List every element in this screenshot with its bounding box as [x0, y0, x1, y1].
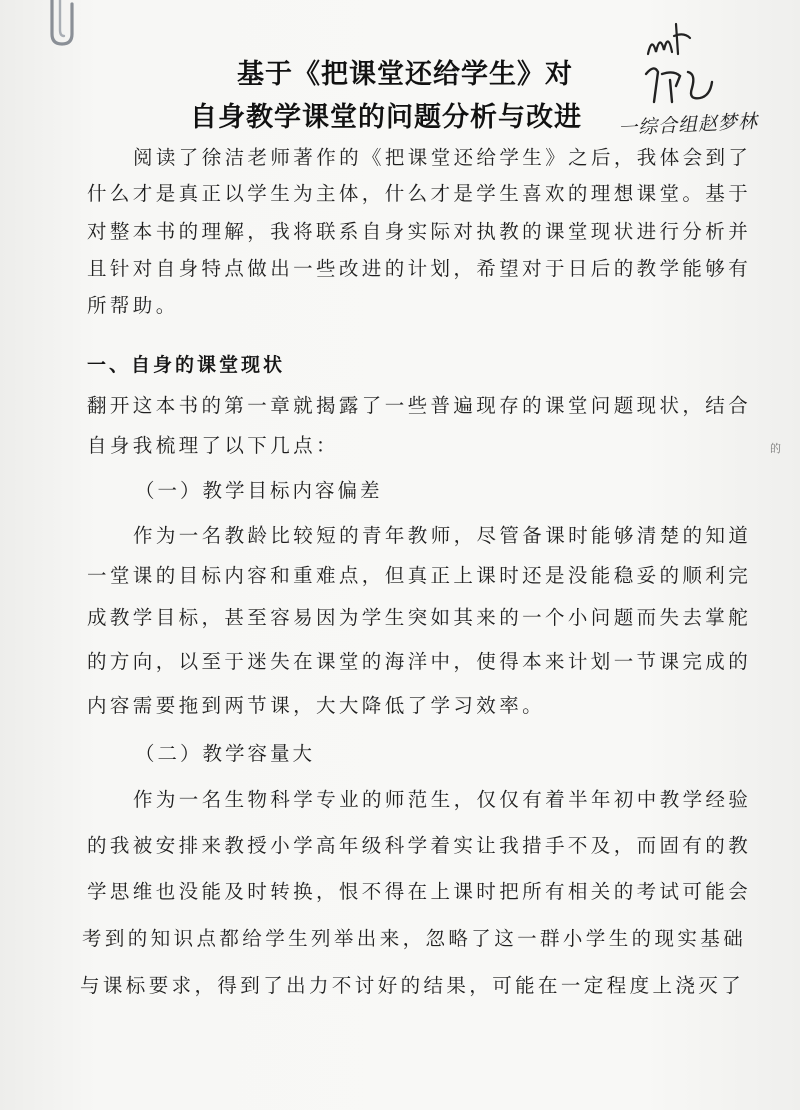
subsection-2-line-2: 的我被安排来教授小学高年级科学着实让我措手不及，而固有的教	[87, 834, 752, 857]
intro-line-3: 对整本书的理解，我将联系自身实际对执教的课堂现状进行分析并	[87, 220, 752, 243]
subsection-1-line-2: 一堂课的目标内容和重难点，但真正上课时还是没能稳妥的顺利完	[87, 564, 752, 587]
subsection-2-heading: （二）教学容量大	[135, 742, 316, 765]
section-1-line-2: 自身我梳理了以下几点：	[87, 434, 339, 457]
intro-line-5: 所帮助。	[87, 294, 179, 317]
document-title-line-1: 基于《把课堂还给学生》对	[237, 59, 573, 90]
paper-clip-icon	[42, 0, 90, 48]
subsection-2-line-3: 学思维也没能及时转换，恨不得在上课时把所有相关的考试可能会	[87, 880, 752, 903]
document-title-line-2: 自身教学课堂的问题分析与改进	[190, 102, 582, 133]
intro-line-4: 且针对自身特点做出一些改进的计划，希望对于日后的教学能够有	[87, 257, 752, 280]
margin-mark: 的	[770, 442, 782, 455]
subsection-1-line-4: 的方向，以至于迷失在课堂的海洋中，使得本来计划一节课完成的	[87, 650, 752, 673]
intro-line-2: 什么才是真正以学生为主体，什么才是学生喜欢的理想课堂。基于	[87, 182, 752, 205]
section-1-heading: 一、自身的课堂现状	[87, 354, 286, 376]
subsection-2-line-4: 考到的知识点都给学生列举出来，忽略了这一群小学生的现实基础	[82, 927, 747, 950]
intro-line-1: 阅读了徐洁老师著作的《把课堂还给学生》之后，我体会到了	[133, 146, 752, 169]
subsection-1-heading: （一）教学目标内容偏差	[135, 479, 383, 502]
subsection-1-line-5: 内容需要拖到两节课，大大降低了学习效率。	[87, 694, 546, 717]
subsection-2-line-1: 作为一名生物科学专业的师范生，仅仅有着半年初中教学经验	[133, 788, 752, 811]
subsection-1-line-1: 作为一名教龄比较短的青年教师，尽管备课时能够清楚的知道	[133, 524, 752, 547]
handwritten-author: 一综合组赵梦林	[617, 110, 759, 140]
subsection-1-line-3: 成教学目标，甚至容易因为学生突如其来的一个小问题而失去掌舵	[87, 606, 752, 629]
section-1-line-1: 翻开这本书的第一章就揭露了一些普遍现存的课堂问题现状，结合	[87, 394, 752, 417]
subsection-2-line-5: 与课标要求，得到了出力不讨好的结果，可能在一定程度上浇灭了	[80, 974, 745, 997]
